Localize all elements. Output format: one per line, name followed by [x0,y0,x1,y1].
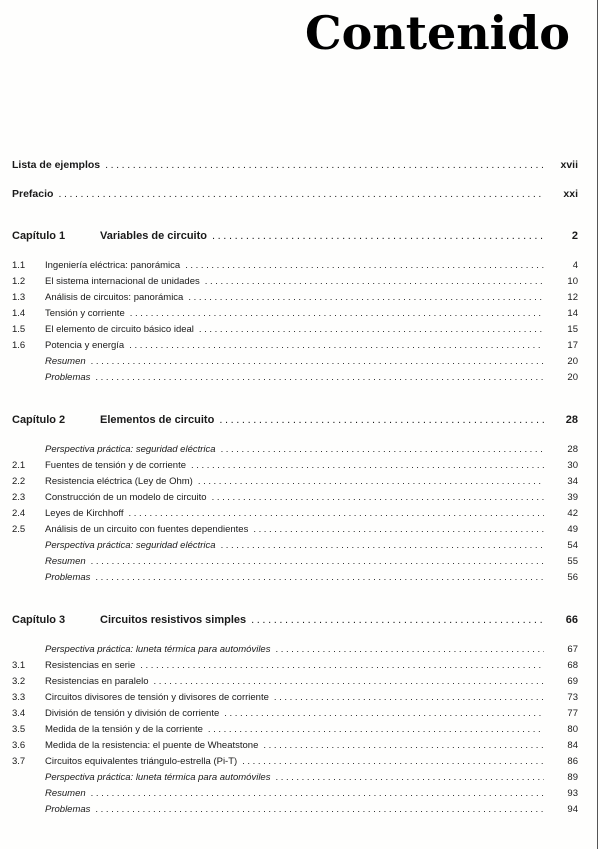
entry-title: Análisis de un circuito con fuentes dependientes [45,523,249,535]
page-number: 20 [567,371,578,383]
page-number: 67 [567,643,578,655]
entry-number: 3.7 [12,755,26,767]
dot-leader [275,642,544,658]
toc-entry [12,538,578,554]
entry-title: Prefacio [12,187,54,200]
page-number: 94 [567,803,578,815]
toc-entry [12,786,578,802]
page-number: 10 [567,275,578,287]
dot-leader [95,370,544,386]
entry-title: Fuentes de tensión y de corriente [45,459,187,471]
entry-number: 3.6 [12,739,26,751]
toc-entry [12,642,578,658]
page-number: 86 [567,755,578,767]
entry-title: Resistencias en paralelo [45,675,149,687]
dot-leader [221,442,544,458]
entry-title: Resistencia eléctrica (Ley de Ohm) [45,475,193,487]
entry-title: Problemas [45,571,91,583]
dot-leader [208,722,544,738]
entry-number: 2.5 [12,523,26,535]
page-number: 68 [567,659,578,671]
dot-leader [91,554,544,570]
dot-leader [212,228,544,244]
entry-title: Elementos de circuito [100,413,215,426]
entry-title: Problemas [45,371,91,383]
dot-leader [140,658,544,674]
entry-number: Capítulo 2 [12,413,66,426]
entry-number: 2.2 [12,475,26,487]
toc-entry [12,706,578,722]
dot-leader [263,738,544,754]
entry-title: Perspectiva práctica: luneta térmica para automóviles [45,643,271,655]
toc-entry [12,274,578,290]
chapter-header [12,612,578,628]
entry-number: 1.1 [12,259,26,271]
front-matter-row [12,157,578,173]
toc-entry [12,322,578,338]
scan-edge-line [597,0,598,849]
page-number: xxi [563,187,578,200]
front-matter-row [12,186,578,202]
entry-number: 3.3 [12,691,26,703]
dot-leader [91,354,544,370]
dot-leader [91,786,544,802]
toc-entry [12,522,578,538]
toc-entry [12,370,578,386]
dot-leader [224,706,544,722]
entry-title: Circuitos divisores de tensión y divisores de corriente [45,691,269,703]
toc-entry [12,306,578,322]
toc-entry [12,458,578,474]
page-number: 12 [567,291,578,303]
page-number: 77 [567,707,578,719]
entry-number: 1.4 [12,307,26,319]
dot-leader [129,338,544,354]
page-title: Contenido [304,6,570,60]
dot-leader [58,186,544,202]
toc-entry [12,658,578,674]
entry-title: Resumen [45,555,86,567]
entry-title: Tensión y corriente [45,307,125,319]
page-number: 30 [567,459,578,471]
dot-leader [105,157,544,173]
toc-entry [12,490,578,506]
entry-title: Problemas [45,803,91,815]
toc-entry [12,802,578,818]
entry-number: 2.4 [12,507,26,519]
entry-title: Perspectiva práctica: seguridad eléctrica [45,539,216,551]
entry-title: Resistencias en serie [45,659,136,671]
toc-entry [12,338,578,354]
chapter-header [12,412,578,428]
entry-title: Circuitos equivalentes triángulo-estrella (Pi-T) [45,755,238,767]
entry-title: Perspectiva práctica: seguridad eléctrica [45,443,216,455]
chapter-header [12,228,578,244]
entry-number: 1.3 [12,291,26,303]
entry-number: 3.4 [12,707,26,719]
entry-title: Potencia y energía [45,339,125,351]
dot-leader [130,306,544,322]
toc-entry [12,258,578,274]
toc-entry [12,674,578,690]
page-number: 73 [567,691,578,703]
page-number: xvii [560,158,578,171]
page-number: 66 [565,613,578,626]
page-number: 80 [567,723,578,735]
entry-title: Variables de circuito [100,229,207,242]
entry-number: 1.6 [12,339,26,351]
dot-leader [198,474,544,490]
toc-entry [12,474,578,490]
dot-leader [251,612,544,628]
entry-number: Capítulo 1 [12,229,66,242]
dot-leader [154,674,544,690]
dot-leader [191,458,544,474]
page-number: 89 [567,771,578,783]
toc-entry [12,570,578,586]
entry-title: Construcción de un modelo de circuito [45,491,207,503]
toc-entry [12,754,578,770]
dot-leader [242,754,544,770]
dot-leader [205,274,544,290]
entry-title: Análisis de circuitos: panorámica [45,291,184,303]
page-number: 14 [567,307,578,319]
entry-title: El sistema internacional de unidades [45,275,200,287]
entry-number: 3.2 [12,675,26,687]
toc-entry [12,506,578,522]
page-number: 93 [567,787,578,799]
entry-title: Medida de la tensión y de la corriente [45,723,203,735]
page-number: 28 [565,413,578,426]
dot-leader [185,258,544,274]
page-number: 34 [567,475,578,487]
page-number: 55 [567,555,578,567]
toc-entry [12,354,578,370]
dot-leader [129,506,544,522]
toc-entry [12,554,578,570]
entry-title: Resumen [45,787,86,799]
entry-title: Ingeniería eléctrica: panorámica [45,259,181,271]
entry-number: Capítulo 3 [12,613,66,626]
entry-number: 3.1 [12,659,26,671]
toc [0,59,600,818]
dot-leader [95,802,544,818]
page-number: 15 [567,323,578,335]
entry-number: 2.1 [12,459,26,471]
dot-leader [221,538,544,554]
dot-leader [199,322,544,338]
page-number: 20 [567,355,578,367]
page-number: 17 [567,339,578,351]
dot-leader [275,770,544,786]
page-number: 28 [567,443,578,455]
dot-leader [219,412,544,428]
dot-leader [188,290,544,306]
entry-title: Resumen [45,355,86,367]
toc-entry [12,290,578,306]
entry-number: 2.3 [12,491,26,503]
toc-entry [12,738,578,754]
toc-entry [12,690,578,706]
entry-title: División de tensión y división de corriente [45,707,220,719]
entry-number: 3.5 [12,723,26,735]
entry-title: Lista de ejemplos [12,158,101,171]
entry-title: Leyes de Kirchhoff [45,507,124,519]
entry-title: Circuitos resistivos simples [100,613,247,626]
entry-title: El elemento de circuito básico ideal [45,323,194,335]
page-number: 84 [567,739,578,751]
page-number: 42 [567,507,578,519]
page-number: 2 [571,229,578,242]
toc-entry [12,442,578,458]
dot-leader [95,570,544,586]
entry-number: 1.5 [12,323,26,335]
dot-leader [274,690,544,706]
page-number: 49 [567,523,578,535]
page-number: 69 [567,675,578,687]
entry-title: Medida de la resistencia: el puente de Wheatstone [45,739,259,751]
toc-entry [12,770,578,786]
entry-title: Perspectiva práctica: luneta térmica para automóviles [45,771,271,783]
page-number: 39 [567,491,578,503]
page-number: 56 [567,571,578,583]
dot-leader [253,522,544,538]
dot-leader [212,490,544,506]
entry-number: 1.2 [12,275,26,287]
page-number: 54 [567,539,578,551]
toc-entry [12,722,578,738]
page-number: 4 [572,259,578,271]
